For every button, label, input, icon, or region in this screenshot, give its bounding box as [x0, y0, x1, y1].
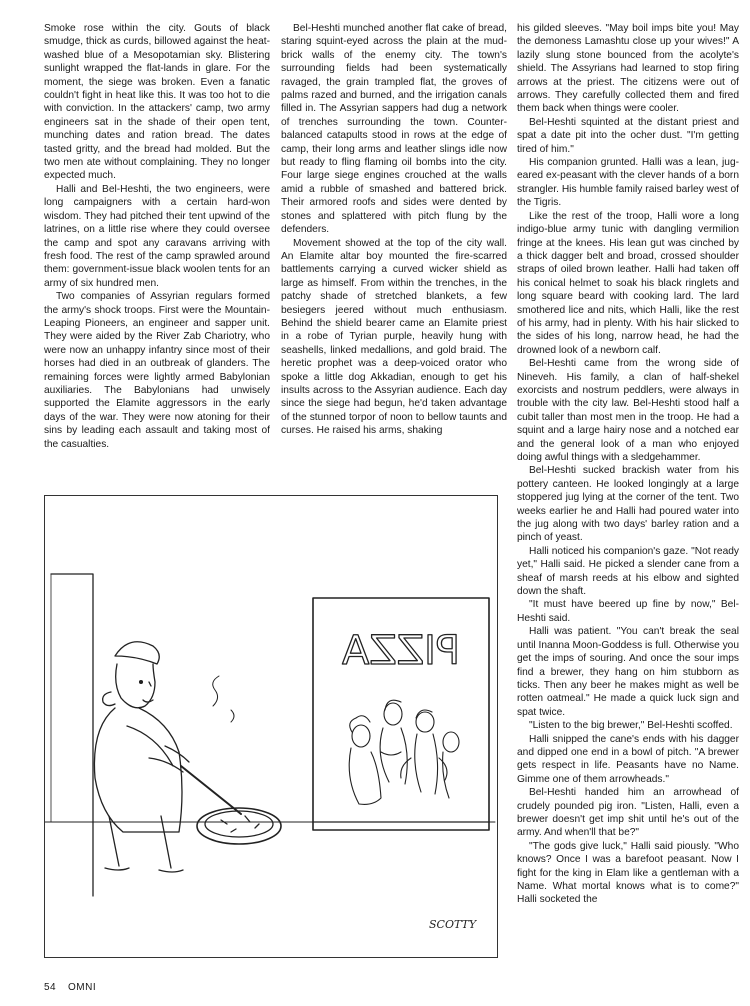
- customers-group: [349, 700, 459, 804]
- paragraph: Halli noticed his companion's gaze. "Not ready yet," Halli said. He picked a slender cane from a sheaf of marsh reeds at his elbow and sighted down the shaft.: [517, 545, 739, 598]
- text-column-2: [281, 22, 507, 484]
- paragraph: Two companies of Assyrian regulars formed the army's shock troops. First were the Mountain-Leaping Pioneers, an engineer and sapper unit. They were aided by the River Zab Chariotry, who were now an unhappy infantry since most of their horses had died in an outbreak of glanders. The remaining forces were lightly armed Babylonian auxiliaries. The Babylonians had unwisely supported the Elamite aggressors in the early days of the war. They were now atoning for their sins by leading each assault and taking most of the casualties.: [44, 291, 270, 450]
- paragraph: Like the rest of the troop, Halli wore a long indigo-blue army tunic with dangling vermilion fringe at the knees. His lean gut was cinched by a thick dagger belt and broad, crossed shoulder straps of oiled brown leather. Halli had taken off his conical helmet to soak his black ringlets and long square beard with cooking lard. The lard smothered lice and nits, which Halli, like the rest of his army, had in plenty. With his hair slicked to the sides of his long, narrow head, he had the drowned look of a newborn calf.: [517, 210, 739, 356]
- paragraph: Smoke rose within the city. Gouts of black smudge, thick as curds, billowed against the heat-washed blue of a Mesopotamian sky. Blistering sunlight wrapped the flat-lands in glare. For the moment, the siege was broken. Even a fanatic couldn't fight in heat like this. It was too hot to die with conviction. In the attackers' camp, two army engineers sat in the shade of their open tent, munching dates and ration bread. The dates tasted gritty, and the bread had molded. But the two men ate without complaining. They no longer expected much.: [44, 23, 270, 182]
- paragraph: Halli and Bel-Heshti, the two engineers, were long campaigners with a certain hard-won wisdom. They had pitched their tent upwind of the latrines, on a little rise where they could oversee the camp and spot any caravans arriving with fresh food. The rest of the camp sprawled around them: government-issue black woolen tents for an army of six hundred men.: [44, 183, 270, 289]
- pizza-chef: [94, 642, 189, 872]
- paragraph: Halli was patient. "You can't break the seal until Inanna Moon-Goddess is full. Otherwise you get the imps of souring. And once the sour imps find a brewer, they hang on him stubborn as ticks. Then any beer he makes might as well be rotten oatmeal." He made a quick luck sign and spat twice.: [517, 626, 739, 718]
- page-number: 54: [44, 982, 57, 993]
- text-column-1: [44, 22, 270, 484]
- paragraph: "It must have beered up fine by now," Bel-Heshti said.: [517, 599, 739, 624]
- magazine-name: OMNI: [68, 982, 97, 993]
- paragraph: Bel-Heshti came from the wrong side of Nineveh. His family, a clan of half-shekel exorcists and nostrum peddlers, were always in trouble with the city law. Bel-Heshti stood half a cubit taller than most men in the troop. He had a squint and a large hairy nose and a notched ear and the general look of a man who enjoyed doing awful things with a sledgehammer.: [517, 358, 739, 463]
- paragraph: Movement showed at the top of the city wall. An Elamite altar boy mounted the fire-scarred battlements carrying a curved wicker shield as large as himself. From within the trenches, in the patchy shade of stretched blankets, a few besiegers jeered without much enthusiasm. Behind the shield bearer came an Elamite priest in a robe of Tyrian purple, heavily hung with seashells, linked medallions, and gold braid. The heretic prophet was a deep-voiced orator who spoke a little dog Akkadian, enough to get his insults across to the Assyrian audience. Each day since the siege had begun, he'd taken advantage of the stunned torpor of noon to bellow taunts and curses. He raised his arms, shaking: [281, 237, 507, 437]
- paragraph: Bel-Heshti squinted at the distant priest and spat a date pit into the ocher dust. "I'm getting tired of him.": [517, 116, 739, 155]
- sign-text: PIZZA: [341, 628, 461, 674]
- paragraph: Bel-Heshti sucked brackish water from his pottery canteen. He looked longingly at a large stoppered jug lying at the corner of the tent. Two weeks earlier he and Halli had poured water into the jug along with two days' barley ration and a pinch of yeast.: [517, 465, 739, 544]
- paragraph: "Listen to the big brewer," Bel-Heshti scoffed.: [529, 720, 733, 732]
- paragraph: "The gods give luck," Halli said piously. "Who knows? Once I was a barefoot peasant. Now I fight for the king in Elam like a gentleman with a Name. What mortal knows what is to come?" Halli socketed the: [517, 840, 739, 906]
- paragraph: Bel-Heshti munched another flat cake of bread, staring squint-eyed across the plain at the mud-brick walls of the enemy city. The town's surrounding fields had been systematically ravaged, the grain trampled flat, the groves of palms razed and burned, and the irrigation canals filled in. The Assyrian sappers had dug a network of trenches surrounding the town. Counter-balanced catapults stood in rows at the edge of camp, their long arms and leather slings idle now but ready to fling flaming oil bombs into the city. Four large siege engines crouched at the walls amid a rubble of smashed and battered brick. Their armored roofs and sides were dented by stones and splattered with pitch flung by the defenders.: [281, 23, 507, 236]
- paragraph: Halli snipped the cane's ends with his dagger and dipped one end in a bowl of pitch. "A brewer gets respect in life. Peasants have no Name. Gimme one of them arrowheads.": [517, 733, 739, 785]
- paragraph: Bel-Heshti handed him an arrowhead of crudely pounded pig iron. "Listen, Halli, even a brewer doesn't get imp shit until he's out of the army. And when'll that be?": [517, 787, 739, 839]
- paragraph: His companion grunted. Halli was a lean, jug-eared ex-peasant with the clever hands of a born strangler. His humble family raised barley west of the Tigris.: [517, 157, 739, 209]
- paragraph: his gilded sleeves. "May boil imps bite you! May the demoness Lamashtu close up your wives!" A lazily slung stone bounced from the acolyte's shield. The Assyrians had learned to stop firing arrows at the priest. The citizens were out of arrows. They carefully collected them and fired them back when things were cooler.: [517, 23, 739, 115]
- pizza-peel: [181, 766, 281, 844]
- cartoon-illustration: [44, 495, 498, 958]
- text-column-3: [517, 22, 739, 990]
- pizza-sign: [341, 628, 460, 674]
- cartoonist-signature: SCOTTY: [429, 918, 477, 931]
